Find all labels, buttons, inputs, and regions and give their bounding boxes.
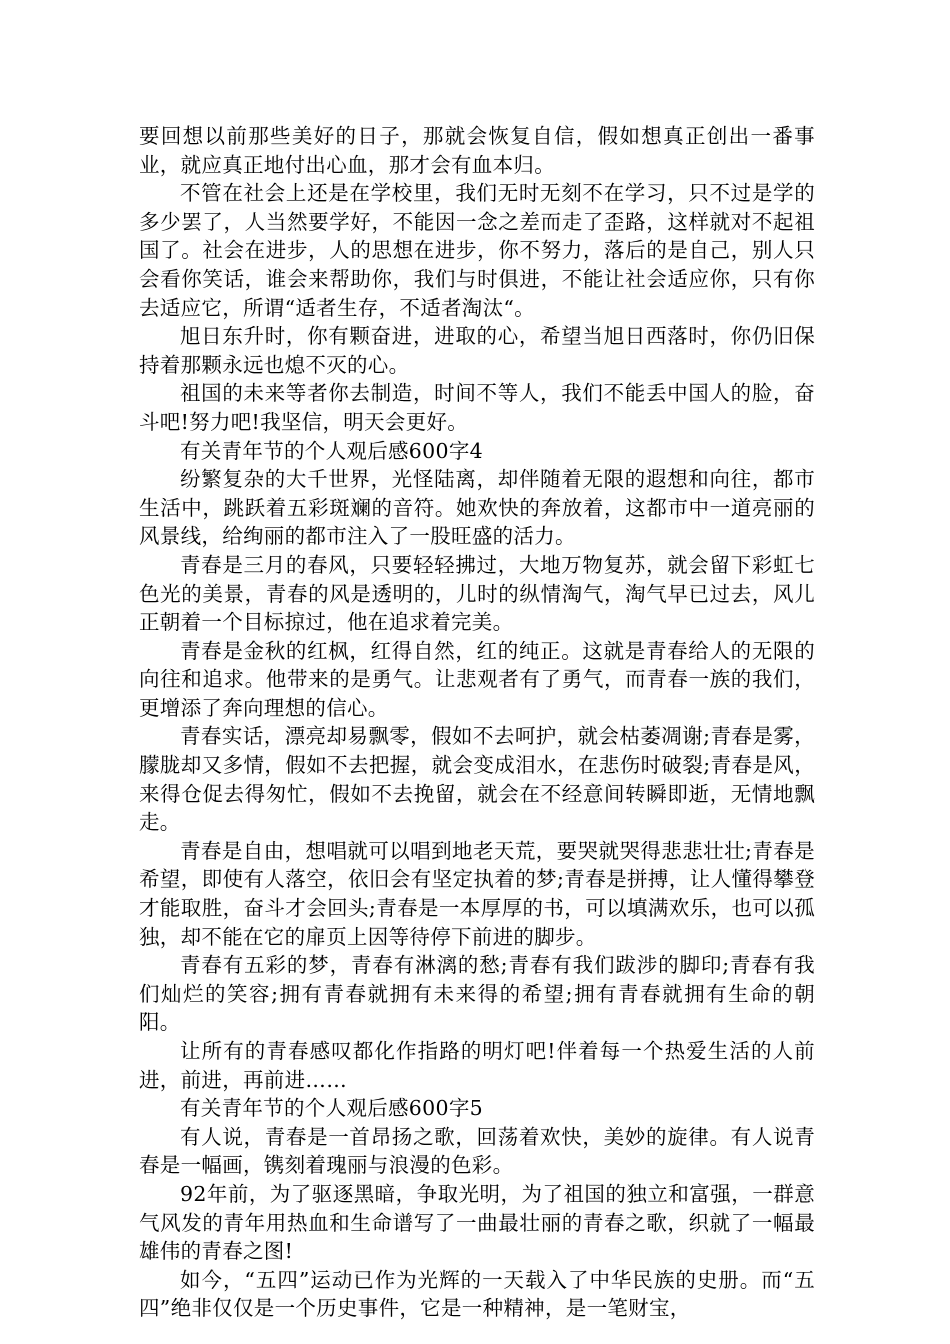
section-heading: 有关青年节的个人观后感600字5 bbox=[180, 1096, 483, 1121]
section-heading: 有关青年节的个人观后感600字4 bbox=[180, 438, 483, 463]
paragraph: 青春是自由，想唱就可以唱到地老天荒，要哭就哭得悲悲壮壮;青春是希望，即使有人落空，依旧会有坚定执着的梦;青春是拼搏，让人懂得攀登才能取胜，奋斗才会回头;青春是一本厚厚的书，可以填满欢乐，也可以孤独，却不能在它的扉页上因等待停下前进的脚步。 bbox=[139, 838, 815, 949]
paragraph: 纷繁复杂的大千世界，光怪陆离，却伴随着无限的遐想和向往，都市生活中，跳跃着五彩斑斓的音符。她欢快的奔放着，这都市中一道亮丽的风景线，给绚丽的都市注入了一股旺盛的活力。 bbox=[139, 467, 815, 549]
paragraph: 让所有的青春感叹都化作指路的明灯吧!伴着每一个热爱生活的人前进，前进，再前进…… bbox=[139, 1039, 815, 1092]
paragraph: 青春是金秋的红枫，红得自然，红的纯正。这就是青春给人的无限的向往和追求。他带来的是勇气。让悲观者有了勇气，而青春一族的我们，更增添了奔向理想的信心。 bbox=[139, 638, 815, 720]
paragraph: 92年前，为了驱逐黑暗，争取光明，为了祖国的独立和富强，一群意气风发的青年用热血和生命谱写了一曲最壮丽的青春之歌，织就了一幅最雄伟的青春之图! bbox=[139, 1181, 815, 1264]
paragraph: 青春是三月的春风，只要轻轻拂过，大地万物复苏，就会留下彩虹七色光的美景，青春的风是透明的，儿时的纵情淘气，淘气早已过去，风儿正朝着一个目标掠过，他在追求着完美。 bbox=[139, 552, 815, 635]
paragraph: 要回想以前那些美好的日子，那就会恢复自信，假如想真正创出一番事业，就应真正地付出心血，那才会有血本归。 bbox=[139, 124, 815, 177]
document-page bbox=[139, 122, 815, 1323]
paragraph: 旭日东升时，你有颗奋进，进取的心，希望当旭日西落时，你仍旧保持着那颗永远也熄不灭的心。 bbox=[139, 324, 815, 377]
paragraph: 青春有五彩的梦，青春有淋漓的愁;青春有我们跋涉的脚印;青春有我们灿烂的笑容;拥有青春就拥有未来得的希望;拥有青春就拥有生命的朝阳。 bbox=[139, 953, 815, 1035]
paragraph: 青春实话，漂亮却易飘零，假如不去呵护，就会枯萎凋谢;青春是雾，朦胧却又多情，假如不去把握，就会变成泪水，在悲伤时破裂;青春是风，来得仓促去得匆忙，假如不去挽留，就会在不经意间转瞬即逝，无情地飘走。 bbox=[139, 724, 815, 835]
paragraph: 如今，“五四”运动已作为光辉的一天载入了中华民族的史册。而“五四”绝非仅仅是一个历史事件，它是一种精神，是一笔财宝， bbox=[139, 1267, 815, 1321]
paragraph: 不管在社会上还是在学校里，我们无时无刻不在学习，只不过是学的多少罢了，人当然要学好，不能因一念之差而走了歪路，这样就对不起祖国了。社会在进步，人的思想在进步，你不努力，落后的是自己，别人只会看你笑话，谁会来帮助你，我们与时俱进，不能让社会适应你，只有你去适应它，所谓“适者生存，不适者淘汰“。 bbox=[139, 181, 815, 320]
paragraph: 祖国的未来等者你去制造，时间不等人，我们不能丢中国人的脸，奋斗吧!努力吧!我坚信，明天会更好。 bbox=[139, 381, 815, 434]
paragraph: 有人说，青春是一首昂扬之歌，回荡着欢快，美妙的旋律。有人说青春是一幅画，镌刻着瑰丽与浪漫的色彩。 bbox=[139, 1124, 815, 1178]
